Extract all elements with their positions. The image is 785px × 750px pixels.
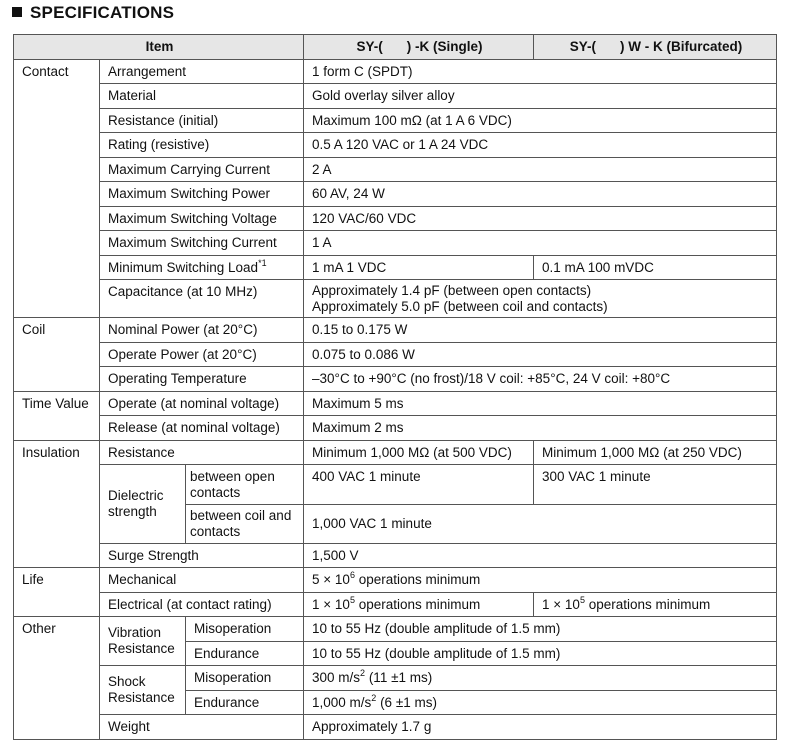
- row-label: Arrangement: [100, 60, 304, 84]
- row-value-bifurcated: 300 VAC 1 minute: [534, 465, 777, 505]
- table-row: [14, 593, 777, 617]
- row-label: Maximum Switching Current: [100, 231, 304, 256]
- table-row: [14, 207, 777, 231]
- row-value: Maximum 5 ms: [304, 392, 777, 416]
- row-value-bifurcated: $1 \times 10^5$ operations minimum: [534, 593, 777, 617]
- group-life: Life: [14, 568, 100, 617]
- table-row: [14, 109, 777, 133]
- table-row: [14, 231, 777, 256]
- table-row: [14, 441, 777, 465]
- row-label: Endurance: [186, 642, 304, 666]
- table-row: [14, 544, 777, 568]
- row-label: Resistance: [100, 441, 304, 465]
- table-row: [14, 256, 777, 280]
- row-value: 10 to 55 Hz (double amplitude of 1.5 mm): [304, 617, 777, 642]
- row-value: 1,000 VAC 1 minute: [304, 505, 777, 544]
- row-label: between coil and contacts: [186, 505, 304, 544]
- group-insulation: Insulation: [14, 441, 100, 568]
- row-label: Misoperation: [186, 617, 304, 642]
- row-value: 0.5 A 120 VAC or 1 A 24 VDC: [304, 133, 777, 158]
- row-label: Resistance (initial): [100, 109, 304, 133]
- row-value: 0.15 to 0.175 W: [304, 318, 777, 343]
- table-row: [14, 367, 777, 392]
- dielectric-strength-label: Dielectric strength: [100, 465, 186, 544]
- table-row: [14, 84, 777, 109]
- group-time-value: Time Value: [14, 392, 100, 441]
- page-title: SPECIFICATIONS: [12, 0, 174, 26]
- row-value: Gold overlay silver alloy: [304, 84, 777, 109]
- table-row: [14, 617, 777, 642]
- table-row: [14, 60, 777, 84]
- row-label: Operate (at nominal voltage): [100, 392, 304, 416]
- row-value: 60 AV, 24 W: [304, 182, 777, 207]
- row-label: Minimum Switching Load$^{*1}$: [100, 256, 304, 280]
- table-row: [14, 133, 777, 158]
- table-row: [14, 715, 777, 740]
- row-label: Release (at nominal voltage): [100, 416, 304, 441]
- table-row: [14, 343, 777, 367]
- row-label: Endurance: [186, 691, 304, 715]
- row-label: Surge Strength: [100, 544, 304, 568]
- row-label: Nominal Power (at 20°C): [100, 318, 304, 343]
- row-label: Operate Power (at 20°C): [100, 343, 304, 367]
- row-label: Capacitance (at 10 MHz): [100, 280, 304, 318]
- row-label: between open contacts: [186, 465, 304, 505]
- row-label: Maximum Carrying Current: [100, 158, 304, 182]
- row-label: Misoperation: [186, 666, 304, 691]
- row-value-single: 400 VAC 1 minute: [304, 465, 534, 505]
- row-value: –30°C to +90°C (no frost)/18 V coil: +85°C, 24 V coil: +80°C: [304, 367, 777, 392]
- vibration-resistance-label: Vibration Resistance: [100, 617, 186, 666]
- row-label: Rating (resistive): [100, 133, 304, 158]
- row-label: Maximum Switching Power: [100, 182, 304, 207]
- row-value: 1,000 $m/s^2$ (6 ±1 ms): [304, 691, 777, 715]
- row-label: Weight: [100, 715, 304, 740]
- header-item: Item: [14, 35, 304, 60]
- row-label: Material: [100, 84, 304, 109]
- row-label: Mechanical: [100, 568, 304, 593]
- group-coil: Coil: [14, 318, 100, 392]
- row-label: Operating Temperature: [100, 367, 304, 392]
- table-row: [14, 465, 777, 505]
- row-value: $5 \times 10^6$ operations minimum: [304, 568, 777, 593]
- table-row: [14, 318, 777, 343]
- table-row: [14, 392, 777, 416]
- table-row: [14, 182, 777, 207]
- row-value: 10 to 55 Hz (double amplitude of 1.5 mm): [304, 642, 777, 666]
- table-row: [14, 280, 777, 318]
- group-contact: Contact: [14, 60, 100, 318]
- header-bifurcated: SY-( ) W - K (Bifurcated): [534, 35, 777, 60]
- row-value: Maximum 100 mΩ (at 1 A 6 VDC): [304, 109, 777, 133]
- row-value: Approximately 1.4 pF (between open contacts) Approximately 5.0 pF (between coil and contacts): [304, 280, 777, 318]
- row-value-bifurcated: Minimum 1,000 MΩ (at 250 VDC): [534, 441, 777, 465]
- row-value: 1,500 V: [304, 544, 777, 568]
- table-row: [14, 416, 777, 441]
- row-value: 1 form C (SPDT): [304, 60, 777, 84]
- row-value: 300 $m/s^2$ (11 ±1 ms): [304, 666, 777, 691]
- row-value: Maximum 2 ms: [304, 416, 777, 441]
- row-label: Maximum Switching Voltage: [100, 207, 304, 231]
- row-value: 0.075 to 0.086 W: [304, 343, 777, 367]
- row-value-single: $1 \times 10^5$ operations minimum: [304, 593, 534, 617]
- table-row: [14, 666, 777, 691]
- row-value: Approximately 1.7 g: [304, 715, 777, 740]
- header-single: SY-( ) -K (Single): [304, 35, 534, 60]
- footnote-marker: *1: [258, 257, 267, 268]
- specifications-table: [13, 34, 777, 740]
- bullet-square-icon: [12, 7, 22, 17]
- row-value: 1 A: [304, 231, 777, 256]
- group-other: Other: [14, 617, 100, 740]
- table-row: [14, 158, 777, 182]
- shock-resistance-label: Shock Resistance: [100, 666, 186, 715]
- row-value-bifurcated: 0.1 mA 100 mVDC: [534, 256, 777, 280]
- row-value: 2 A: [304, 158, 777, 182]
- row-label: Electrical (at contact rating): [100, 593, 304, 617]
- row-value-single: 1 mA 1 VDC: [304, 256, 534, 280]
- row-value: 120 VAC/60 VDC: [304, 207, 777, 231]
- row-value-single: Minimum 1,000 MΩ (at 500 VDC): [304, 441, 534, 465]
- table-header-row: [14, 35, 777, 60]
- table-row: [14, 568, 777, 593]
